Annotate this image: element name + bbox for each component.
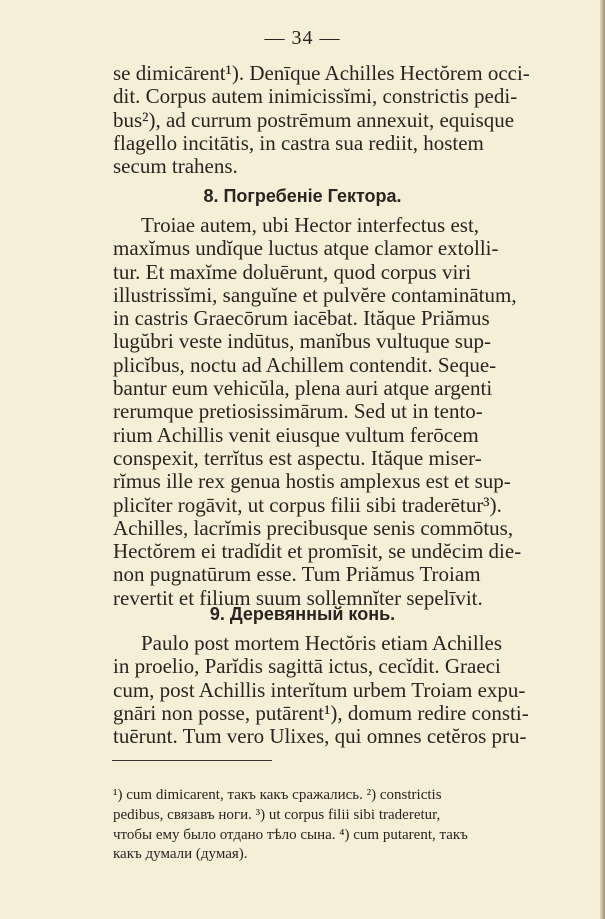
- text-line: in proelio, Parĭdis sagittā ictus, cecĭdit. Graeci: [113, 654, 501, 679]
- text-line: rĭmus ille rex genua hostis amplexus est et sup-: [113, 469, 511, 494]
- text-line: tuērunt. Tum vero Ulixes, qui omnes cetĕros pru-: [113, 724, 527, 749]
- footnote-line: чтобы ему было отдано тѣло сына. ⁴) cum putarent, такъ: [113, 826, 468, 843]
- text-line: flagello incitātis, in castra sua rediit, hostem: [113, 130, 484, 155]
- text-line: non pugnatūrum esse. Tum Priămus Troiam: [113, 562, 481, 587]
- text-line: Troiae autem, ubi Hector interfectus est,: [141, 214, 480, 237]
- text-line: rium Achillis venit eiusque vultum ferōcem: [113, 422, 479, 447]
- text-line: conspexit, terrĭtus est aspectu. Ităque miser-: [113, 445, 482, 470]
- intro-paragraph: [113, 62, 603, 178]
- text-line: rerumque pretiosissimārum. Sed ut in tento-: [113, 399, 483, 424]
- footnote-divider: [112, 760, 272, 761]
- section-8-heading: 8. Погребеніе Гектора.: [203, 186, 402, 206]
- text-line: maxĭmus undĭque luctus atque clamor extolli-: [113, 236, 499, 261]
- text-line: dit. Corpus autem inimicissĭmi, constrictis pedi-: [113, 84, 518, 109]
- section-9-paragraph: [113, 632, 603, 748]
- footnote-line: pedibus, связавъ ноги. ³) ut corpus filii sibi traderetur,: [113, 806, 441, 823]
- page-number: — 34 —: [264, 27, 341, 49]
- section-9-heading: 9. Деревянный конь.: [209, 604, 396, 624]
- text-line: revertit et filium suum sollemnĭter sepelīvit.: [113, 585, 483, 610]
- text-line: Paulo post mortem Hectŏris etiam Achilles: [141, 632, 503, 655]
- footnote-line: какъ думали (думая).: [113, 846, 248, 863]
- text-line: plicĭter rogāvit, ut corpus filii sibi traderētur³).: [113, 492, 502, 517]
- section-8-paragraph: [113, 214, 603, 610]
- text-line: tur. Et maxĭme doluērunt, quod corpus viri: [113, 259, 472, 284]
- footnote-line: ¹) cum dimicarent, такъ какъ сражались. ²) constrictis: [113, 787, 442, 803]
- text-line: plicĭbus, noctu ad Achillem contendit. Seque-: [113, 352, 497, 377]
- text-line: secum trahens.: [113, 154, 238, 179]
- text-line: cum, post Achillis interĭtum urbem Troiam expu-: [113, 677, 526, 702]
- text-line: lugŭbri veste indūtus, manĭbus vultuque sup-: [113, 329, 491, 354]
- page-spine-edge: [600, 0, 605, 919]
- text-line: bantur eum vehicŭla, plena auri atque argenti: [113, 376, 493, 401]
- text-line: Hectŏrem ei tradĭdit et promīsit, se undĕcim die-: [113, 539, 522, 564]
- text-line: gnāri non posse, putārent¹), domum redire consti-: [113, 700, 529, 725]
- text-line: in castris Graecōrum iacēbat. Ităque Priămus: [113, 306, 490, 331]
- text-line: bus²), ad currum postrēmum annexuit, equisque: [113, 107, 515, 132]
- text-line: Achilles, lacrĭmis precibusque senis commōtus,: [113, 515, 514, 540]
- footnotes: [113, 786, 603, 865]
- text-line: se dimicārent¹). Denīque Achilles Hectŏrem occi-: [113, 62, 530, 85]
- text-line: illustrissĭmi, sanguĭne et pulvĕre contaminātum,: [113, 282, 517, 307]
